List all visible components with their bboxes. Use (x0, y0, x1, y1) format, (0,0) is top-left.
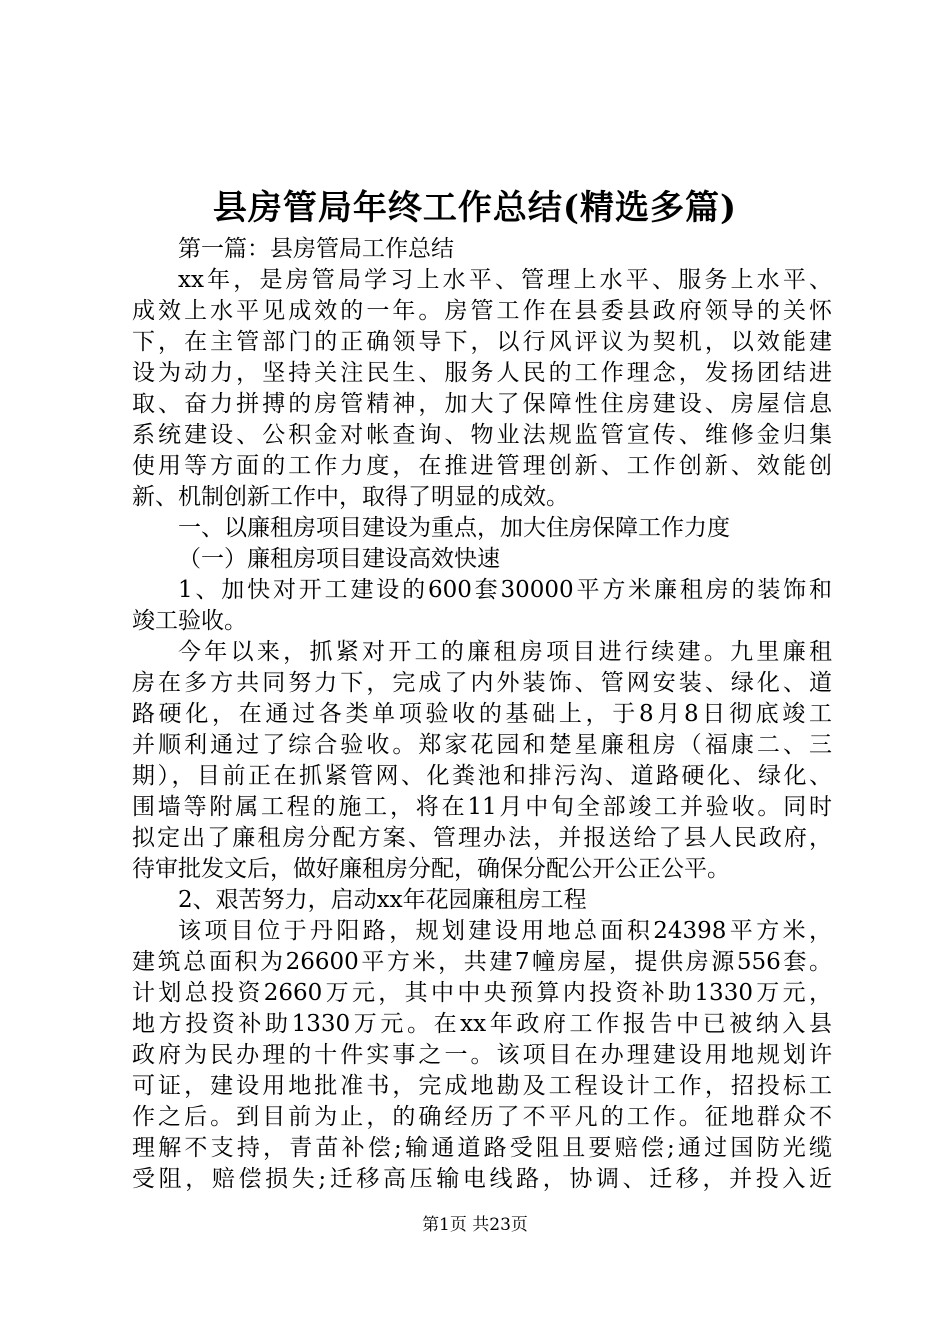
paragraph-line: 一、以廉租房项目建设为重点，加大住房保障工作力度 (178, 515, 730, 541)
paragraph-line: 围墙等附属工程的施工，将在11月中旬全部竣工并验收。同时 (132, 794, 832, 820)
paragraph-line: 房在多方共同努力下，完成了内外装饰、管网安装、绿化、道 (132, 670, 832, 696)
paragraph-line: 期），目前正在抓紧管网、化粪池和排污沟、道路硬化、绿化、 (132, 763, 832, 789)
paragraph-line: 新、机制创新工作中，取得了明显的成效。 (132, 484, 569, 510)
paragraph-line: 取、奋力拼搏的房管精神，加大了保障性住房建设、房屋信息 (132, 391, 832, 417)
paragraph-line: 使用等方面的工作力度，在推进管理创新、工作创新、效能创 (132, 453, 832, 479)
paragraph-line: 政府为民办理的十件实事之一。该项目在办理建设用地规划许 (132, 1042, 832, 1068)
paragraph-line: 竣工验收。 (132, 608, 247, 634)
page-footer: 第1页 共23页 (422, 1215, 528, 1235)
paragraph-line: 理解不支持，青苗补偿;输通道路受阻且要赔偿;通过国防光缆 (132, 1135, 832, 1161)
document-body (132, 234, 832, 1195)
paragraph-line: 并顺利通过了综合验收。郑家花园和楚星廉租房（福康二、三 (132, 732, 832, 758)
paragraph-line: 系统建设、公积金对帐查询、物业法规监管宣传、维修金归集 (132, 422, 832, 448)
document-title: 县房管局年终工作总结(精选多篇) (212, 188, 738, 228)
paragraph-line: 拟定出了廉租房分配方案、管理办法，并报送给了县人民政府， (132, 825, 832, 851)
paragraph-line: 第一篇：县房管局工作总结 (178, 236, 454, 262)
paragraph-line: 作之后。到目前为止，的确经历了不平凡的工作。征地群众不 (132, 1104, 832, 1130)
paragraph-line: 受阻，赔偿损失;迁移高压输电线路，协调、迁移，并投入近 (132, 1166, 832, 1192)
paragraph-line: xx年，是房管局学习上水平、管理上水平、服务上水平、 (178, 267, 832, 293)
paragraph-line: 建筑总面积为26600平方米，共建7幢房屋，提供房源556套。 (132, 949, 832, 975)
paragraph-line: 路硬化，在通过各类单项验收的基础上，于8月8日彻底竣工 (132, 701, 832, 727)
paragraph-line: 计划总投资2660万元，其中中央预算内投资补助1330万元， (132, 980, 832, 1006)
paragraph-line: 成效上水平见成效的一年。房管工作在县委县政府领导的关怀 (132, 298, 832, 324)
paragraph-line: 今年以来，抓紧对开工的廉租房项目进行续建。九里廉租 (178, 639, 832, 665)
paragraph-line: （一）廉租房项目建设高效快速 (178, 546, 500, 572)
paragraph-line: 待审批发文后，做好廉租房分配，确保分配公开公正公平。 (132, 856, 730, 882)
paragraph-line: 该项目位于丹阳路，规划建设用地总面积24398平方米， (178, 918, 832, 944)
paragraph-line: 设为动力，坚持关注民生、服务人民的工作理念，发扬团结进 (132, 360, 832, 386)
paragraph-line: 下，在主管部门的正确领导下，以行风评议为契机，以效能建 (132, 329, 832, 355)
paragraph-line: 可证，建设用地批准书，完成地勘及工程设计工作，招投标工 (132, 1073, 832, 1099)
paragraph-line: 2、艰苦努力，启动xx年花园廉租房工程 (178, 887, 587, 913)
paragraph-line: 1、加快对开工建设的600套30000平方米廉租房的装饰和 (178, 577, 832, 603)
paragraph-line: 地方投资补助1330万元。在xx年政府工作报告中已被纳入县 (132, 1011, 832, 1037)
